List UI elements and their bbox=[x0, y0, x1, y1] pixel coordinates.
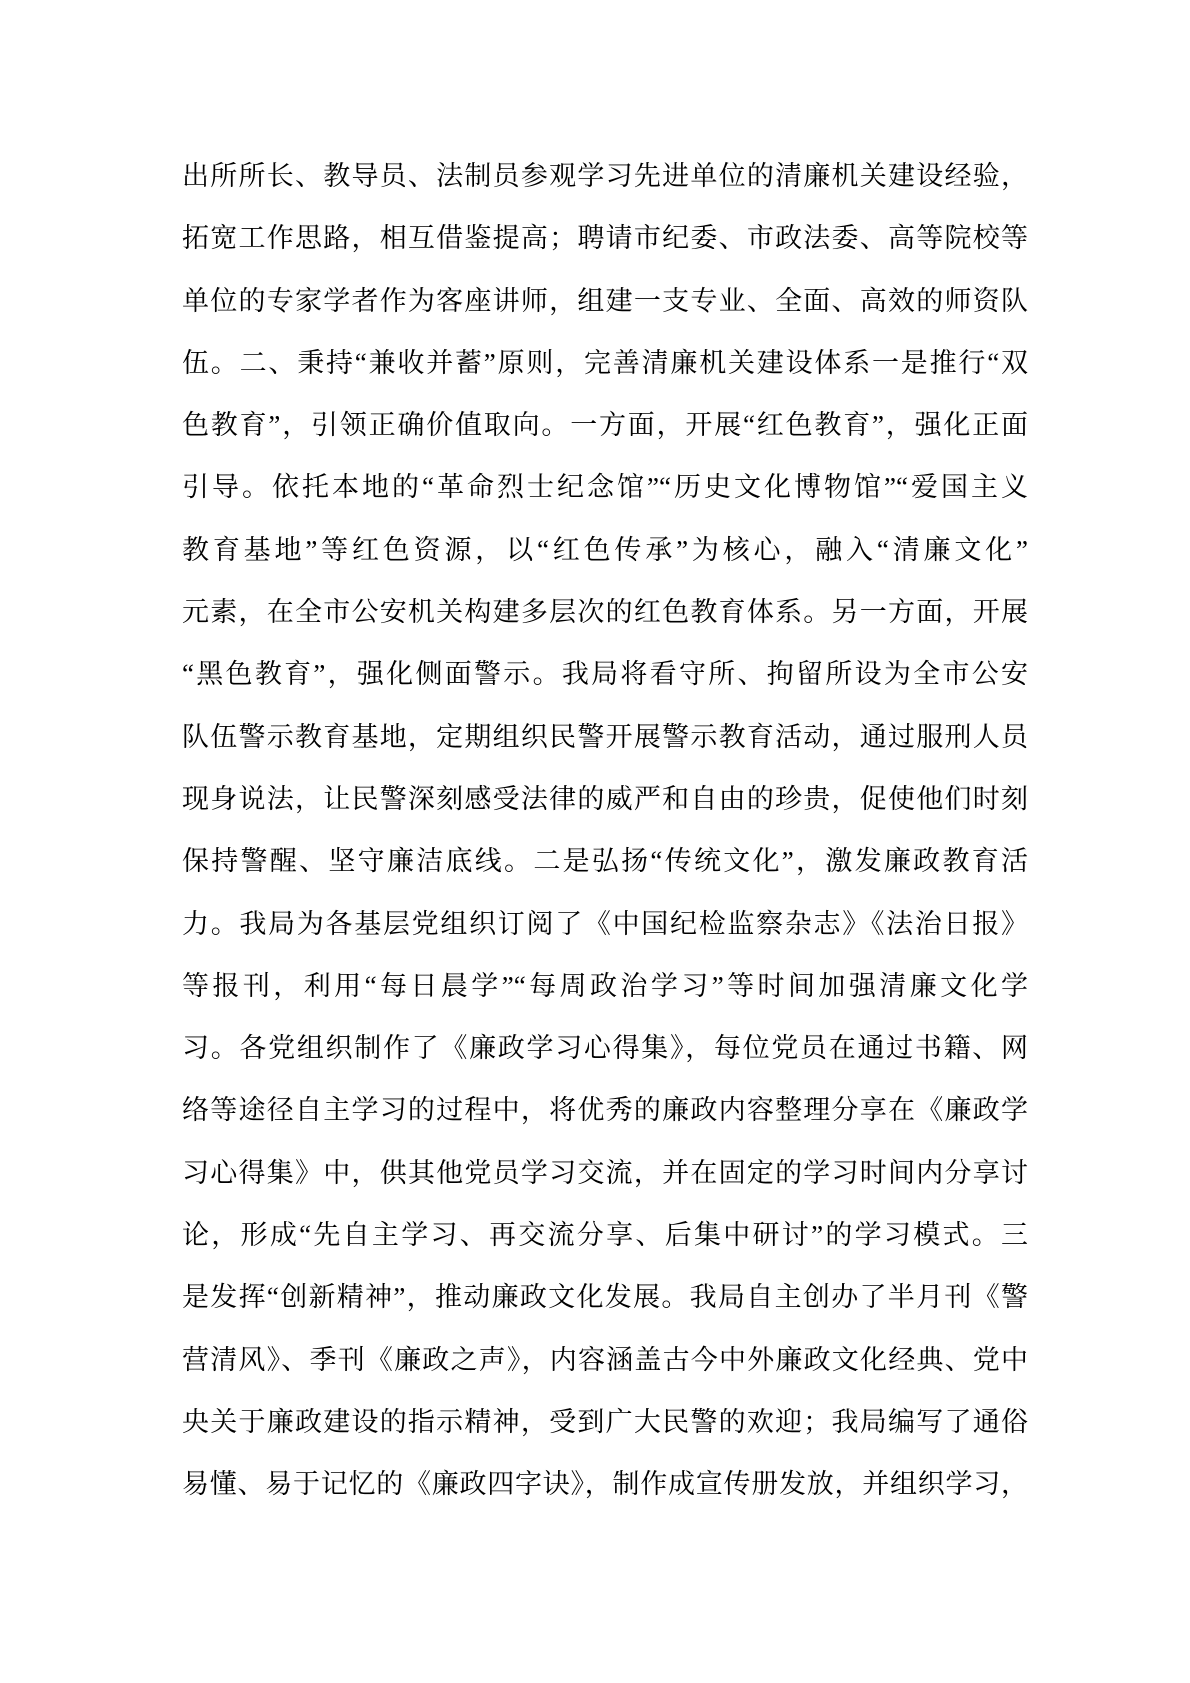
paragraph-line: 论，形成“先自主学习、再交流分享、后集中研讨”的学习模式。三 bbox=[182, 1220, 1028, 1251]
paragraph-line: 拓宽工作思路，相互借鉴提高；聘请市纪委、市政法委、高等院校等 bbox=[182, 223, 1028, 254]
paragraph-line: 营清风》、季刊《廉政之声》，内容涵盖古今中外廉政文化经典、党中 bbox=[182, 1344, 1028, 1375]
paragraph-line: 保持警醒、坚守廉洁底线。二是弘扬“传统文化”，激发廉政教育活 bbox=[182, 846, 1028, 877]
paragraph-line: 易懂、易于记忆的《廉政四字诀》，制作成宣传册发放，并组织学习， bbox=[182, 1469, 1028, 1500]
paragraph-line: 络等途径自主学习的过程中，将优秀的廉政内容整理分享在《廉政学 bbox=[182, 1095, 1028, 1126]
paragraph-line: 伍。二、秉持“兼收并蓄”原则，完善清廉机关建设体系一是推行“双 bbox=[182, 347, 1028, 378]
paragraph-line: “黑色教育”，强化侧面警示。我局将看守所、拘留所设为全市公安 bbox=[182, 659, 1028, 690]
paragraph-line: 现身说法，让民警深刻感受法律的威严和自由的珍贵，促使他们时刻 bbox=[182, 783, 1028, 814]
paragraph-line: 元素，在全市公安机关构建多层次的红色教育体系。另一方面，开展 bbox=[182, 597, 1028, 628]
paragraph-line: 习心得集》中，供其他党员学习交流，并在固定的学习时间内分享讨 bbox=[182, 1157, 1028, 1188]
paragraph-line: 力。我局为各基层党组织订阅了《中国纪检监察杂志》《法治日报》 bbox=[182, 908, 1028, 939]
paragraph-line: 央关于廉政建设的指示精神，受到广大民警的欢迎；我局编写了通俗 bbox=[182, 1406, 1028, 1437]
paragraph-line: 出所所长、教导员、法制员参观学习先进单位的清廉机关建设经验， bbox=[182, 161, 1028, 191]
paragraph-line: 色教育”，引领正确价值取向。一方面，开展“红色教育”，强化正面 bbox=[182, 410, 1028, 441]
paragraph-line: 等报刊，利用“每日晨学”“每周政治学习”等时间加强清廉文化学 bbox=[182, 970, 1028, 1001]
paragraph-line: 引导。依托本地的“革命烈士纪念馆”“历史文化博物馆”“爱国主义 bbox=[182, 472, 1028, 503]
paragraph-line: 队伍警示教育基地，定期组织民警开展警示教育活动，通过服刑人员 bbox=[182, 721, 1028, 752]
paragraph-line: 习。各党组织制作了《廉政学习心得集》，每位党员在通过书籍、网 bbox=[182, 1033, 1028, 1064]
paragraph-line: 是发挥“创新精神”，推动廉政文化发展。我局自主创办了半月刊《警 bbox=[182, 1282, 1028, 1313]
paragraph-line: 教育基地”等红色资源，以“红色传承”为核心，融入“清廉文化” bbox=[182, 534, 1028, 565]
body-paragraph bbox=[182, 145, 1028, 1516]
paragraph-line: 单位的专家学者作为客座讲师，组建一支专业、全面、高效的师资队 bbox=[182, 285, 1028, 316]
